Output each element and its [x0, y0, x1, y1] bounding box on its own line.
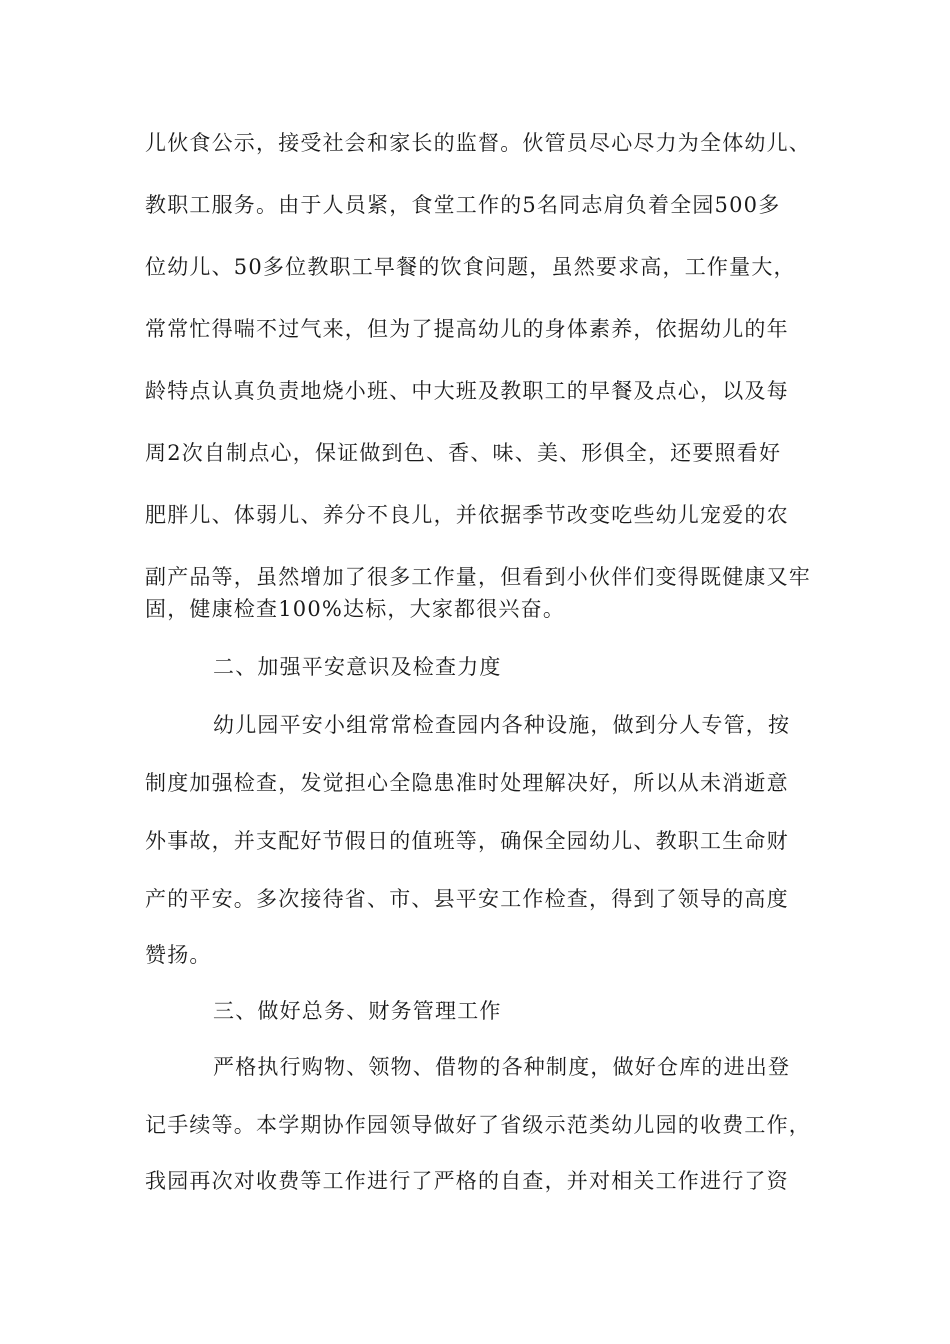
body-text-line: 儿伙食公示，接受社会和家长的监督。伙管员尽心尽力为全体幼儿、	[145, 131, 811, 155]
body-text-line: 赞扬。	[145, 943, 212, 967]
section-heading: 二、加强平安意识及检查力度	[213, 655, 502, 679]
body-text-line: 制度加强检查，发觉担心全隐患准时处理解决好，所以从未消逝意	[145, 771, 789, 795]
body-text-line: 位幼儿、50多位教职工早餐的饮食问题，虽然要求高，工作量大，	[145, 255, 796, 279]
section-heading: 三、做好总务、财务管理工作	[213, 999, 502, 1023]
body-text-line: 肥胖儿、体弱儿、养分不良儿，并依据季节改变吃些幼儿宠爱的农	[145, 503, 789, 527]
body-text-line: 周2次自制点心，保证做到色、香、味、美、形俱全，还要照看好	[145, 441, 782, 465]
paragraph-first-line: 幼儿园平安小组常常检查园内各种设施，做到分人专管，按	[213, 713, 791, 737]
body-text-line: 常常忙得喘不过气来，但为了提高幼儿的身体素养，依据幼儿的年	[145, 317, 789, 341]
body-text-line: 固，健康检查100%达标，大家都很兴奋。	[145, 597, 566, 621]
body-text-line: 记手续等。本学期协作园领导做好了省级示范类幼儿园的收费工作，	[145, 1113, 811, 1137]
body-text-line: 教职工服务。由于人员紧，食堂工作的5名同志肩负着全园500多	[145, 193, 781, 217]
body-text-line: 副产品等，虽然增加了很多工作量，但看到小伙伴们变得既健康又牢	[145, 565, 811, 589]
body-text-line: 外事故，并支配好节假日的值班等，确保全园幼儿、教职工生命财	[145, 829, 789, 853]
body-text-line: 产的平安。多次接待省、市、县平安工作检查，得到了领导的高度	[145, 887, 789, 911]
body-text-line: 我园再次对收费等工作进行了严格的自查，并对相关工作进行了资	[145, 1169, 789, 1193]
paragraph-first-line: 严格执行购物、领物、借物的各种制度，做好仓库的进出登	[213, 1055, 791, 1079]
body-text-line: 龄特点认真负责地烧小班、中大班及教职工的早餐及点心，以及每	[145, 379, 789, 403]
